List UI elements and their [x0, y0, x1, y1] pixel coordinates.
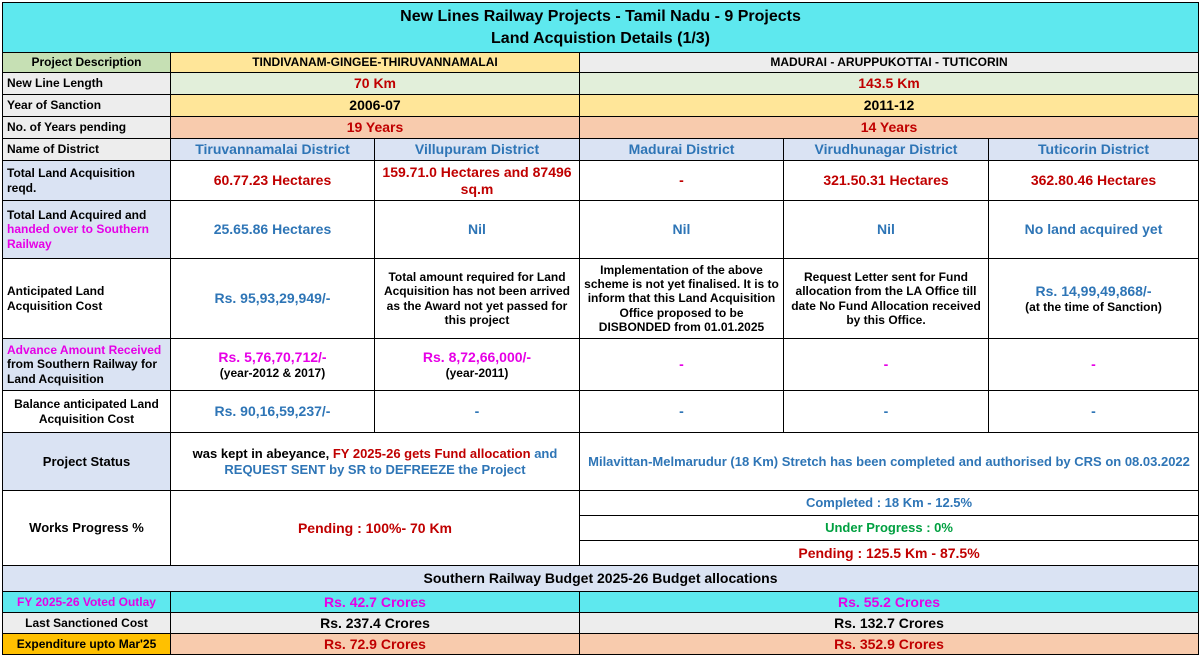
project1-name: TINDIVANAM-GINGEE-THIRUVANNAMALAI — [171, 53, 580, 73]
label-land-acquired-part1: Total Land Acquired and — [7, 208, 147, 223]
advance-madurai: - — [580, 339, 784, 391]
anticipated-madurai: Implementation of the above scheme is not yet finalised. It is to inform that this Land Acquisition Office proposed to be DISBONDED from 01.01.2025 — [580, 259, 784, 339]
label-works-progress: Works Progress % — [3, 491, 171, 566]
anticipated-virudhunagar: Request Letter sent for Fund allocation from the LA Office till date No Fund Allocation received by this Office. — [784, 259, 989, 339]
title-line-1: New Lines Railway Projects - Tamil Nadu - 9 Projects — [400, 7, 801, 25]
balance-villupuram: - — [375, 391, 580, 433]
balance-tuticorin: - — [989, 391, 1199, 433]
project1-length: 70 Km — [171, 73, 580, 95]
anticipated-tuticorin-amount: Rs. 14,99,49,868/- — [1035, 283, 1152, 300]
district-madurai: Madurai District — [580, 139, 784, 161]
project1-voted: Rs. 42.7 Crores — [171, 592, 580, 613]
anticipated-tiruvannamalai: Rs. 95,93,29,949/- — [171, 259, 375, 339]
title-line-2: Land Acquistion Details (1/3) — [491, 29, 711, 47]
project1-status-a: was kept in abeyance, — [192, 446, 333, 462]
table-title — [3, 3, 1199, 53]
budget-heading: Southern Railway Budget 2025-26 Budget allocations — [3, 566, 1199, 592]
anticipated-villupuram: Total amount required for Land Acquisition has not been arrived as the Award not yet passed for this project — [375, 259, 580, 339]
label-land-acquired-part2: handed over to Southern Railway — [7, 222, 150, 251]
land-reqd-virudhunagar: 321.50.31 Hectares — [784, 161, 989, 201]
land-acquired-tiruvannamalai: 25.65.86 Hectares — [171, 201, 375, 259]
land-acquired-tuticorin: No land acquired yet — [989, 201, 1199, 259]
anticipated-tuticorin — [989, 259, 1199, 339]
project1-status-b: FY 2025-26 gets Fund allocation — [332, 446, 531, 462]
project1-progress: Pending : 100%- 70 Km — [171, 491, 580, 566]
label-project-description: Project Description — [3, 53, 171, 73]
label-expenditure: Expenditure upto Mar'25 — [3, 634, 171, 655]
label-total-land-reqd: Total Land Acquisition reqd. — [3, 161, 171, 201]
label-anticipated-cost: Anticipated Land Acquisition Cost — [3, 259, 171, 339]
district-villupuram: Villupuram District — [375, 139, 580, 161]
project2-expenditure: Rs. 352.9 Crores — [580, 634, 1199, 655]
project2-status: Milavittan-Melmarudur (18 Km) Stretch has been completed and authorised by CRS on 08.03.2022 — [580, 433, 1199, 491]
balance-tiruvannamalai: Rs. 90,16,59,237/- — [171, 391, 375, 433]
label-voted-outlay: FY 2025-26 Voted Outlay — [3, 592, 171, 613]
label-project-status: Project Status — [3, 433, 171, 491]
project1-sanctioned: Rs. 237.4 Crores — [171, 613, 580, 634]
land-acquisition-table — [2, 2, 1199, 655]
land-reqd-tiruvannamalai: 60.77.23 Hectares — [171, 161, 375, 201]
advance-tiruvannamalai — [171, 339, 375, 391]
label-name-of-district: Name of District — [3, 139, 171, 161]
land-reqd-tuticorin: 362.80.46 Hectares — [989, 161, 1199, 201]
advance-virudhunagar: - — [784, 339, 989, 391]
project2-pending: 14 Years — [580, 117, 1199, 139]
advance-tiruvannamalai-amount: Rs. 5,76,70,712/- — [218, 349, 327, 366]
project2-length: 143.5 Km — [580, 73, 1199, 95]
label-years-pending: No. of Years pending — [3, 117, 171, 139]
project2-progress-completed: Completed : 18 Km - 12.5% — [580, 491, 1199, 516]
label-last-sanctioned: Last Sanctioned Cost — [3, 613, 171, 634]
label-year-of-sanction: Year of Sanction — [3, 95, 171, 117]
project2-name: MADURAI - ARUPPUKOTTAI - TUTICORIN — [580, 53, 1199, 73]
balance-madurai: - — [580, 391, 784, 433]
project2-progress-pending: Pending : 125.5 Km - 87.5% — [580, 541, 1199, 566]
land-acquired-villupuram: Nil — [375, 201, 580, 259]
label-advance — [3, 339, 171, 391]
label-balance-cost: Balance anticipated Land Acquisition Cost — [3, 391, 171, 433]
project2-year: 2011-12 — [580, 95, 1199, 117]
land-acquired-virudhunagar: Nil — [784, 201, 989, 259]
advance-villupuram-year: (year-2011) — [445, 365, 509, 380]
label-advance-part1: Advance Amount Received — [7, 343, 162, 358]
land-acquired-madurai: Nil — [580, 201, 784, 259]
project2-voted: Rs. 55.2 Crores — [580, 592, 1199, 613]
label-new-line-length: New Line Length — [3, 73, 171, 95]
land-reqd-madurai: - — [580, 161, 784, 201]
district-tiruvannamalai: Tiruvannamalai District — [171, 139, 375, 161]
balance-virudhunagar: - — [784, 391, 989, 433]
advance-villupuram — [375, 339, 580, 391]
project2-progress-under: Under Progress : 0% — [580, 516, 1199, 541]
project1-year: 2006-07 — [171, 95, 580, 117]
label-land-acquired — [3, 201, 171, 259]
advance-villupuram-amount: Rs. 8,72,66,000/- — [422, 349, 532, 366]
project1-expenditure: Rs. 72.9 Crores — [171, 634, 580, 655]
land-reqd-villupuram: 159.71.0 Hectares and 87496 sq.m — [375, 161, 580, 201]
project1-status-c: and REQUEST SENT by SR to DEFREEZE the Project — [224, 446, 558, 477]
district-tuticorin: Tuticorin District — [989, 139, 1199, 161]
anticipated-tuticorin-note: (at the time of Sanction) — [1025, 299, 1162, 314]
project1-status — [171, 433, 580, 491]
district-virudhunagar: Virudhunagar District — [784, 139, 989, 161]
advance-tuticorin: - — [989, 339, 1199, 391]
project1-pending: 19 Years — [171, 117, 580, 139]
project2-sanctioned: Rs. 132.7 Crores — [580, 613, 1199, 634]
advance-tiruvannamalai-year: (year-2012 & 2017) — [219, 365, 326, 380]
label-advance-part2: from Southern Railway for Land Acquisition — [7, 357, 158, 386]
